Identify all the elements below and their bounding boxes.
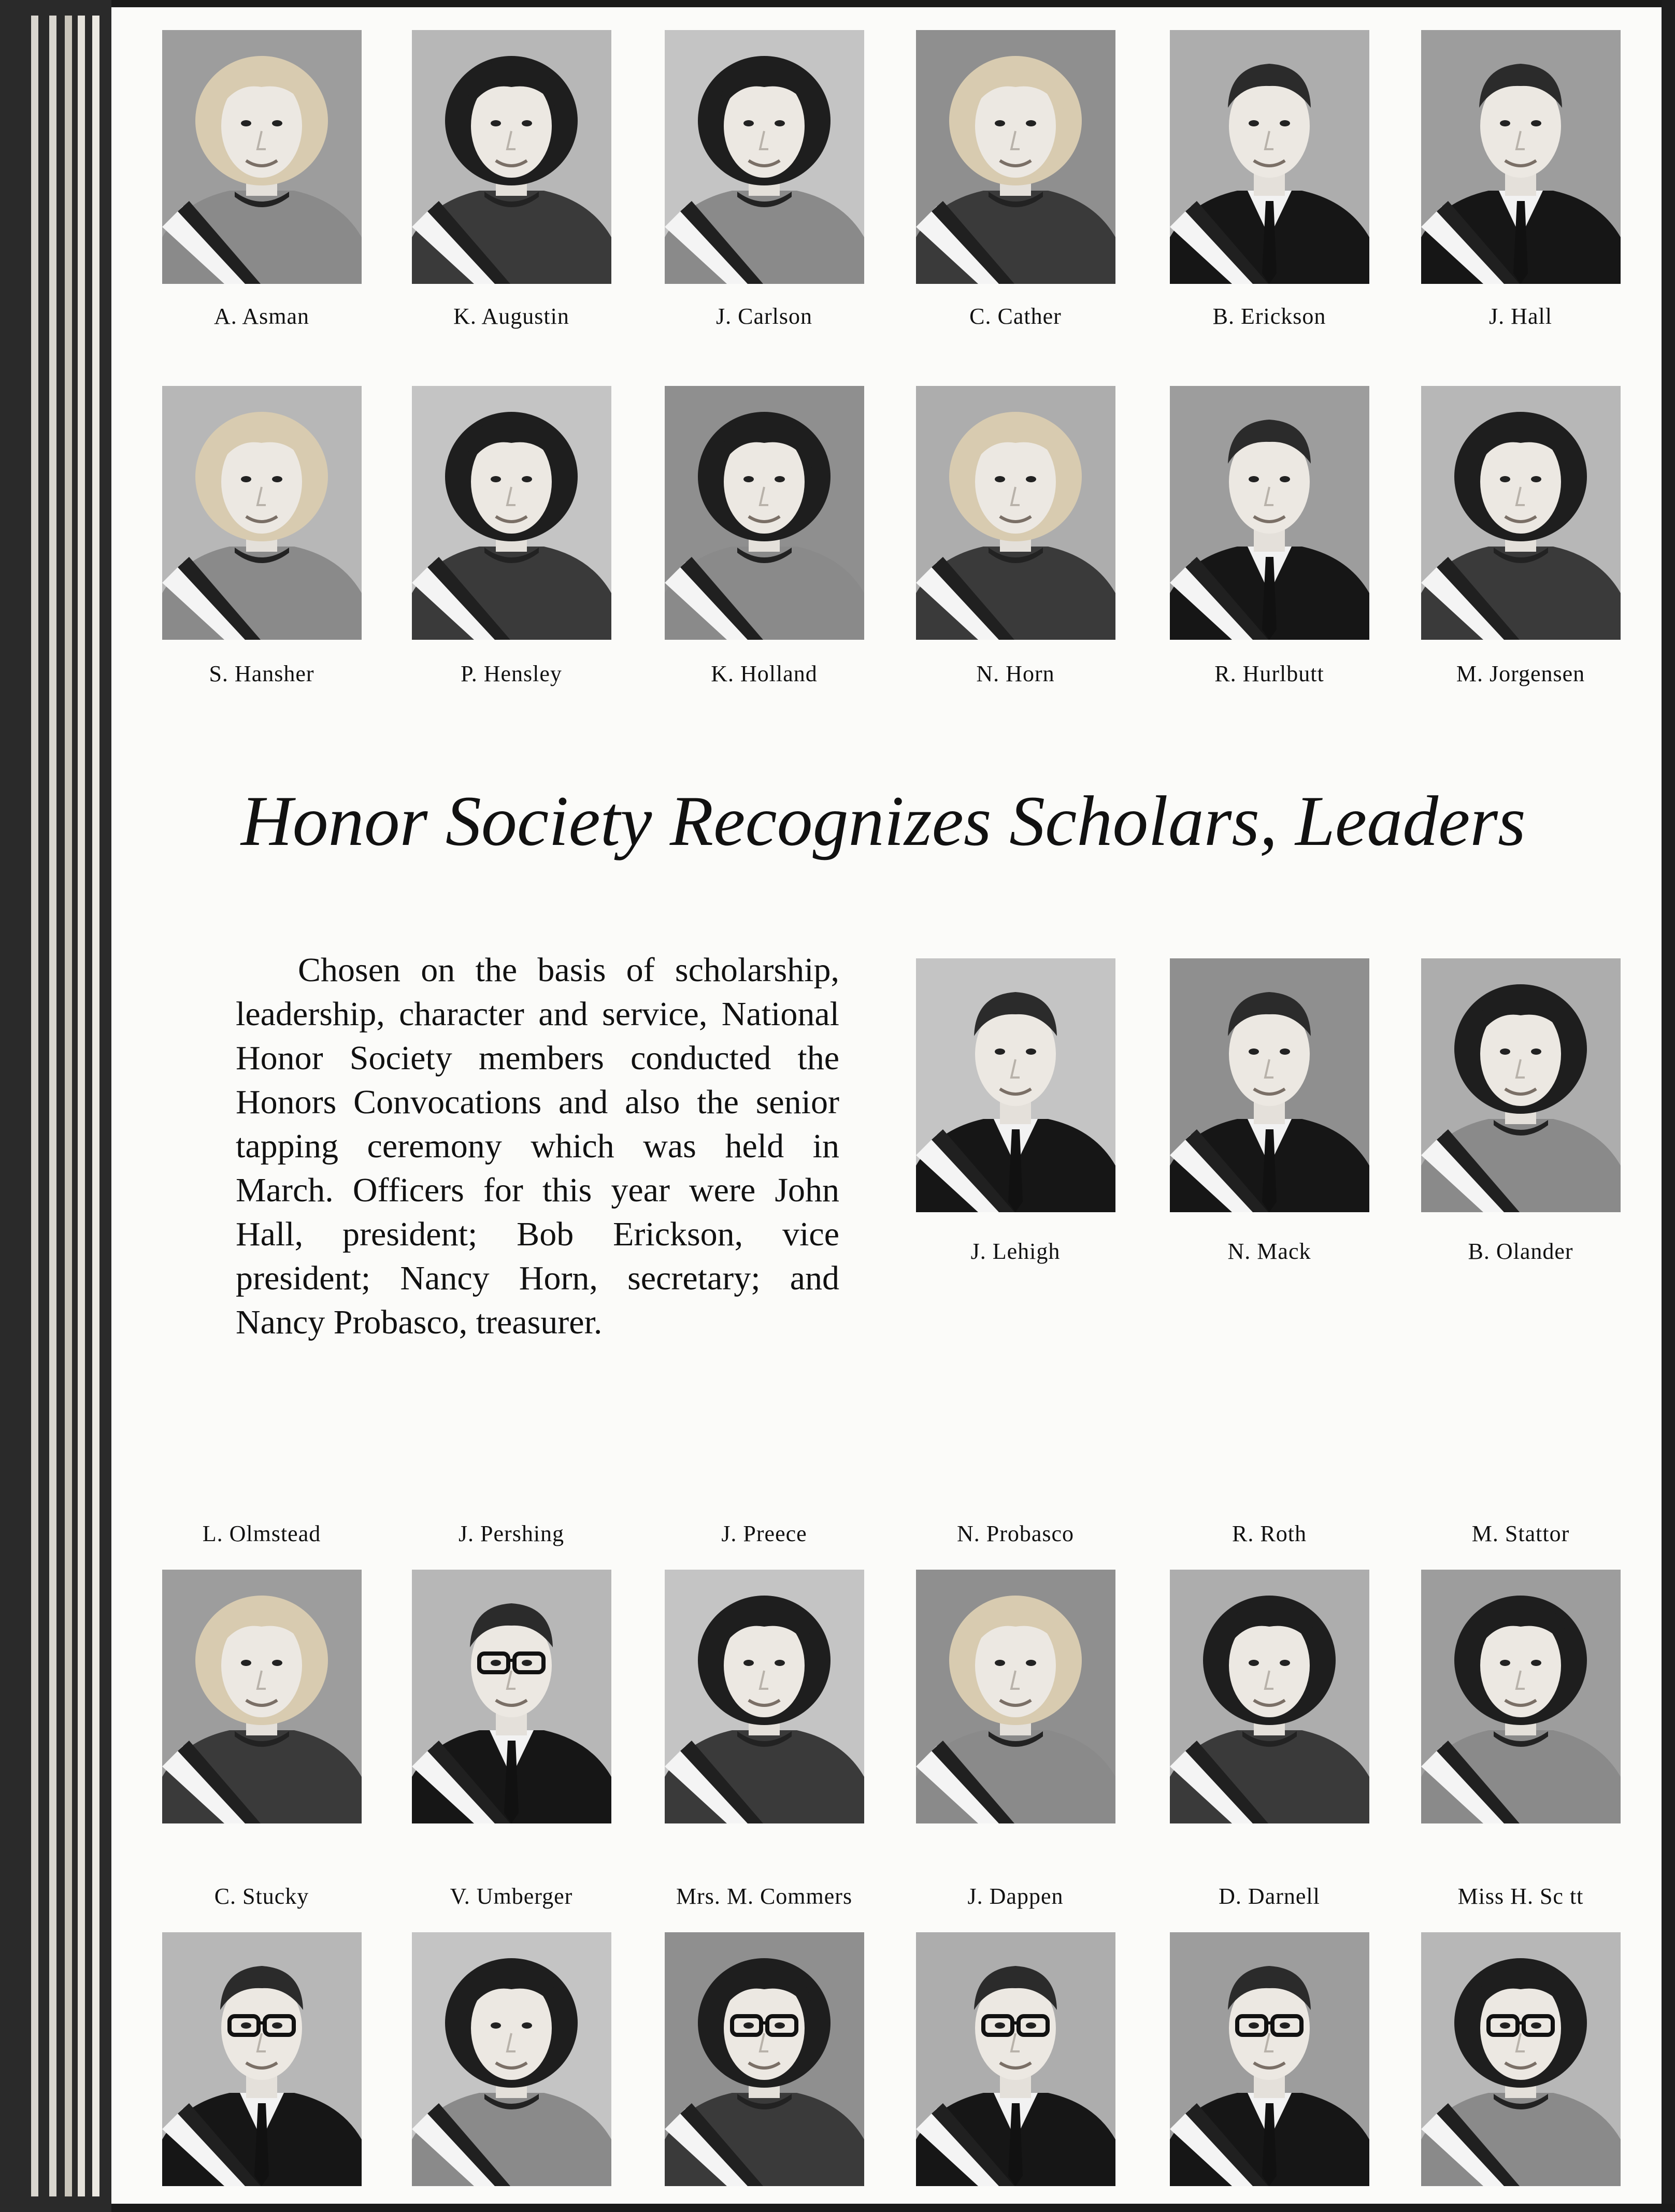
portrait-photo [1170, 958, 1369, 1212]
portrait-caption: Miss H. Sc tt [1457, 1884, 1584, 1909]
page-leaf [92, 16, 99, 2196]
portrait-caption: C. Cather [969, 304, 1062, 329]
portrait-caption: K. Holland [711, 661, 818, 686]
portrait-photo [162, 386, 362, 640]
portrait-caption: R. Hurlbutt [1214, 661, 1324, 686]
portrait-caption: A. Asman [214, 304, 309, 329]
portrait-caption: J. Dappen [967, 1884, 1064, 1909]
portrait-photo [665, 1932, 864, 2186]
portrait-caption: N. Mack [1227, 1239, 1311, 1264]
portrait-caption: Mrs. M. Commers [676, 1884, 853, 1909]
portrait-photo [1421, 958, 1621, 1212]
portrait-caption: J. Lehigh [970, 1239, 1061, 1264]
portrait-photo [1170, 1932, 1369, 2186]
portrait-photo [916, 1570, 1115, 1823]
portrait-caption: M. Stattor [1471, 1521, 1570, 1546]
portrait-caption: D. Darnell [1219, 1884, 1320, 1909]
portrait-caption: J. Pershing [458, 1521, 565, 1546]
article-body: Chosen on the basis of scholarship, leadership, character and service, National Honor Society members conducted the Honors Convocations and also the senior tapping ceremony which was held in March. Officers for this year were John Hall, president; Bob Erickson, vice president; Nancy Horn, secretary; and Nancy Probasco, treasurer. [236, 951, 839, 1341]
portrait-photo [916, 30, 1115, 284]
portrait-photo [1421, 386, 1621, 640]
page-edge-bottom [111, 2204, 1675, 2212]
page-leaf [49, 16, 56, 2196]
book-binding [0, 0, 111, 2212]
portrait-caption: C. Stucky [214, 1884, 309, 1909]
portrait-caption: P. Hensley [461, 661, 562, 686]
portrait-photo [162, 30, 362, 284]
portrait-photo [412, 30, 611, 284]
portrait-caption: S. Hansher [209, 661, 314, 686]
portrait-photo [665, 386, 864, 640]
portrait-caption: M. Jorgensen [1456, 661, 1585, 686]
portrait-photo [412, 1932, 611, 2186]
portrait-photo [916, 386, 1115, 640]
portrait-photo [1421, 1932, 1621, 2186]
portrait-photo [162, 1932, 362, 2186]
portrait-photo [412, 386, 611, 640]
portrait-caption: J. Carlson [716, 304, 812, 329]
page-leaf [65, 16, 72, 2196]
portrait-caption: J. Preece [721, 1521, 807, 1546]
portrait-caption: R. Roth [1232, 1521, 1307, 1546]
portrait-photo [412, 1570, 611, 1823]
portrait-photo [162, 1570, 362, 1823]
portrait-photo [916, 1932, 1115, 2186]
portrait-caption: J. Hall [1489, 304, 1552, 329]
portrait-photo [916, 958, 1115, 1212]
page-edge-right [1662, 0, 1675, 2212]
portrait-caption: L. Olmstead [202, 1521, 321, 1546]
page-leaf [78, 16, 85, 2196]
portrait-photo [1421, 30, 1621, 284]
page-headline: Honor Society Recognizes Scholars, Leaders [241, 781, 1526, 860]
portrait-photo [1170, 1570, 1369, 1823]
portrait-photo [665, 30, 864, 284]
page-edge-top [111, 0, 1675, 7]
portrait-caption: B. Erickson [1212, 304, 1326, 329]
portrait-photo [1170, 386, 1369, 640]
portrait-caption: N. Probasco [956, 1521, 1075, 1546]
portrait-caption: B. Olander [1468, 1239, 1573, 1264]
portrait-photo [665, 1570, 864, 1823]
portrait-photo [1421, 1570, 1621, 1823]
page-leaf [31, 16, 38, 2196]
portrait-photo [1170, 30, 1369, 284]
portrait-caption: K. Augustin [453, 304, 569, 329]
portrait-caption: V. Umberger [450, 1884, 573, 1909]
portrait-caption: N. Horn [976, 661, 1055, 686]
